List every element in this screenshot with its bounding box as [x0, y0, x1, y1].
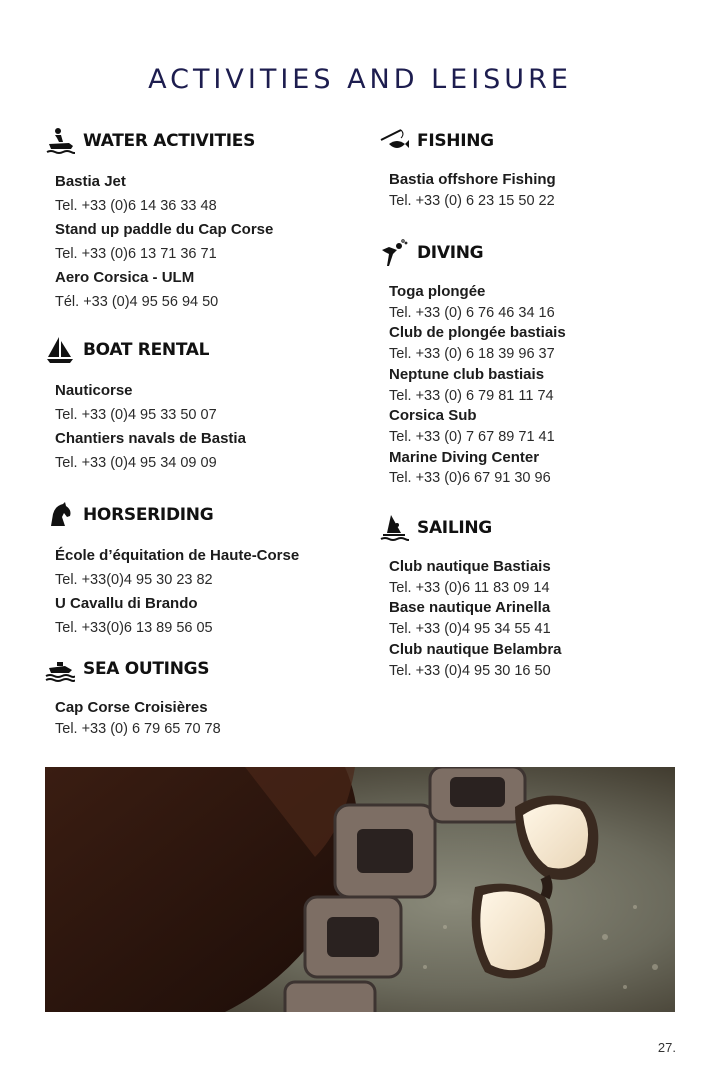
entry-phone: Tel. +33 (0) 6 76 46 34 16 [389, 304, 555, 321]
entry-name: Cap Corse Croisières [55, 699, 208, 716]
entry-name: École d’équitation de Haute-Corse [55, 547, 300, 564]
diver-icon [379, 238, 409, 268]
section-title: FISHING [417, 131, 494, 151]
section-sea-outings [45, 652, 221, 739]
entry-name: Neptune club bastiais [389, 365, 545, 383]
section-fishing [379, 124, 556, 211]
section-boat-rental [45, 333, 246, 475]
entry-name: U Cavallu di Brando [55, 595, 198, 612]
section-title: SAILING [417, 518, 492, 538]
section-title: BOAT RENTAL [83, 340, 210, 360]
entry-name: Corsica Sub [389, 407, 477, 425]
entry-phone: Tel. +33 (0)6 14 36 33 48 [55, 198, 217, 214]
section-title: WATER ACTIVITIES [83, 131, 256, 151]
entry-phone: Tel. +33 (0) 6 79 65 70 78 [55, 720, 221, 737]
entry-name: Base nautique Arinella [389, 599, 551, 617]
diving-gear-photo [45, 767, 675, 1012]
section-title: HORSERIDING [83, 505, 214, 525]
entry-phone: Tel. +33 (0) 6 18 39 96 37 [389, 346, 555, 363]
entry-phone: Tel. +33 (0)4 95 30 16 50 [389, 662, 551, 679]
entry-name: Chantiers navals de Bastia [55, 430, 246, 447]
entry-phone: Tel. +33 (0)6 11 83 09 14 [389, 579, 550, 596]
entry-phone: Tel. +33 (0)4 95 34 55 41 [389, 621, 551, 638]
page-title: ACTIVITIES AND LEISURE [148, 64, 572, 95]
entry-phone: Tel. +33(0)4 95 30 23 82 [55, 572, 213, 588]
entry-phone: Tel. +33(0)6 13 89 56 05 [55, 620, 213, 636]
entry-phone: Tel. +33 (0) 7 67 89 71 41 [389, 428, 555, 445]
entry-phone: Tel. +33 (0)4 95 33 50 07 [55, 407, 217, 423]
entry-name: Club nautique Bastiais [389, 558, 551, 575]
entry-phone: Tel. +33 (0)4 95 34 09 09 [55, 455, 217, 471]
entry-name: Bastia Jet [55, 173, 126, 190]
section-horseriding [45, 498, 299, 640]
windsurf-icon [379, 513, 409, 543]
fishing-icon [379, 126, 409, 156]
entry-name: Aero Corsica - ULM [55, 269, 195, 286]
page-number: 27. [657, 1040, 676, 1055]
entry-phone: Tel. +33 (0)6 13 71 36 71 [55, 246, 217, 262]
entry-name: Marine Diving Center [389, 448, 540, 466]
entry-name: Club de plongée bastiais [389, 324, 566, 342]
section-water-activities [45, 124, 273, 314]
horse-head-icon [45, 500, 75, 530]
entry-name: Toga plongée [389, 283, 486, 300]
entry-phone: Tel. +33 (0)6 67 91 30 96 [389, 470, 551, 487]
entry-phone: Tél. +33 (0)4 95 56 94 50 [55, 294, 219, 310]
section-sailing [379, 511, 562, 681]
section-title: SEA OUTINGS [83, 659, 210, 679]
sailboat-icon [45, 335, 75, 365]
section-title: DIVING [417, 243, 484, 263]
entry-name: Nauticorse [55, 382, 133, 399]
entry-name: Stand up paddle du Cap Corse [55, 221, 274, 238]
section-diving [379, 236, 566, 489]
jet-ski-icon [45, 126, 75, 156]
entry-phone: Tel. +33 (0) 6 23 15 50 22 [389, 192, 555, 209]
entry-phone: Tel. +33 (0) 6 79 81 11 74 [389, 387, 554, 404]
entry-name: Club nautique Belambra [389, 640, 562, 658]
entry-name: Bastia offshore Fishing [389, 171, 556, 188]
boat-waves-icon [45, 654, 75, 684]
